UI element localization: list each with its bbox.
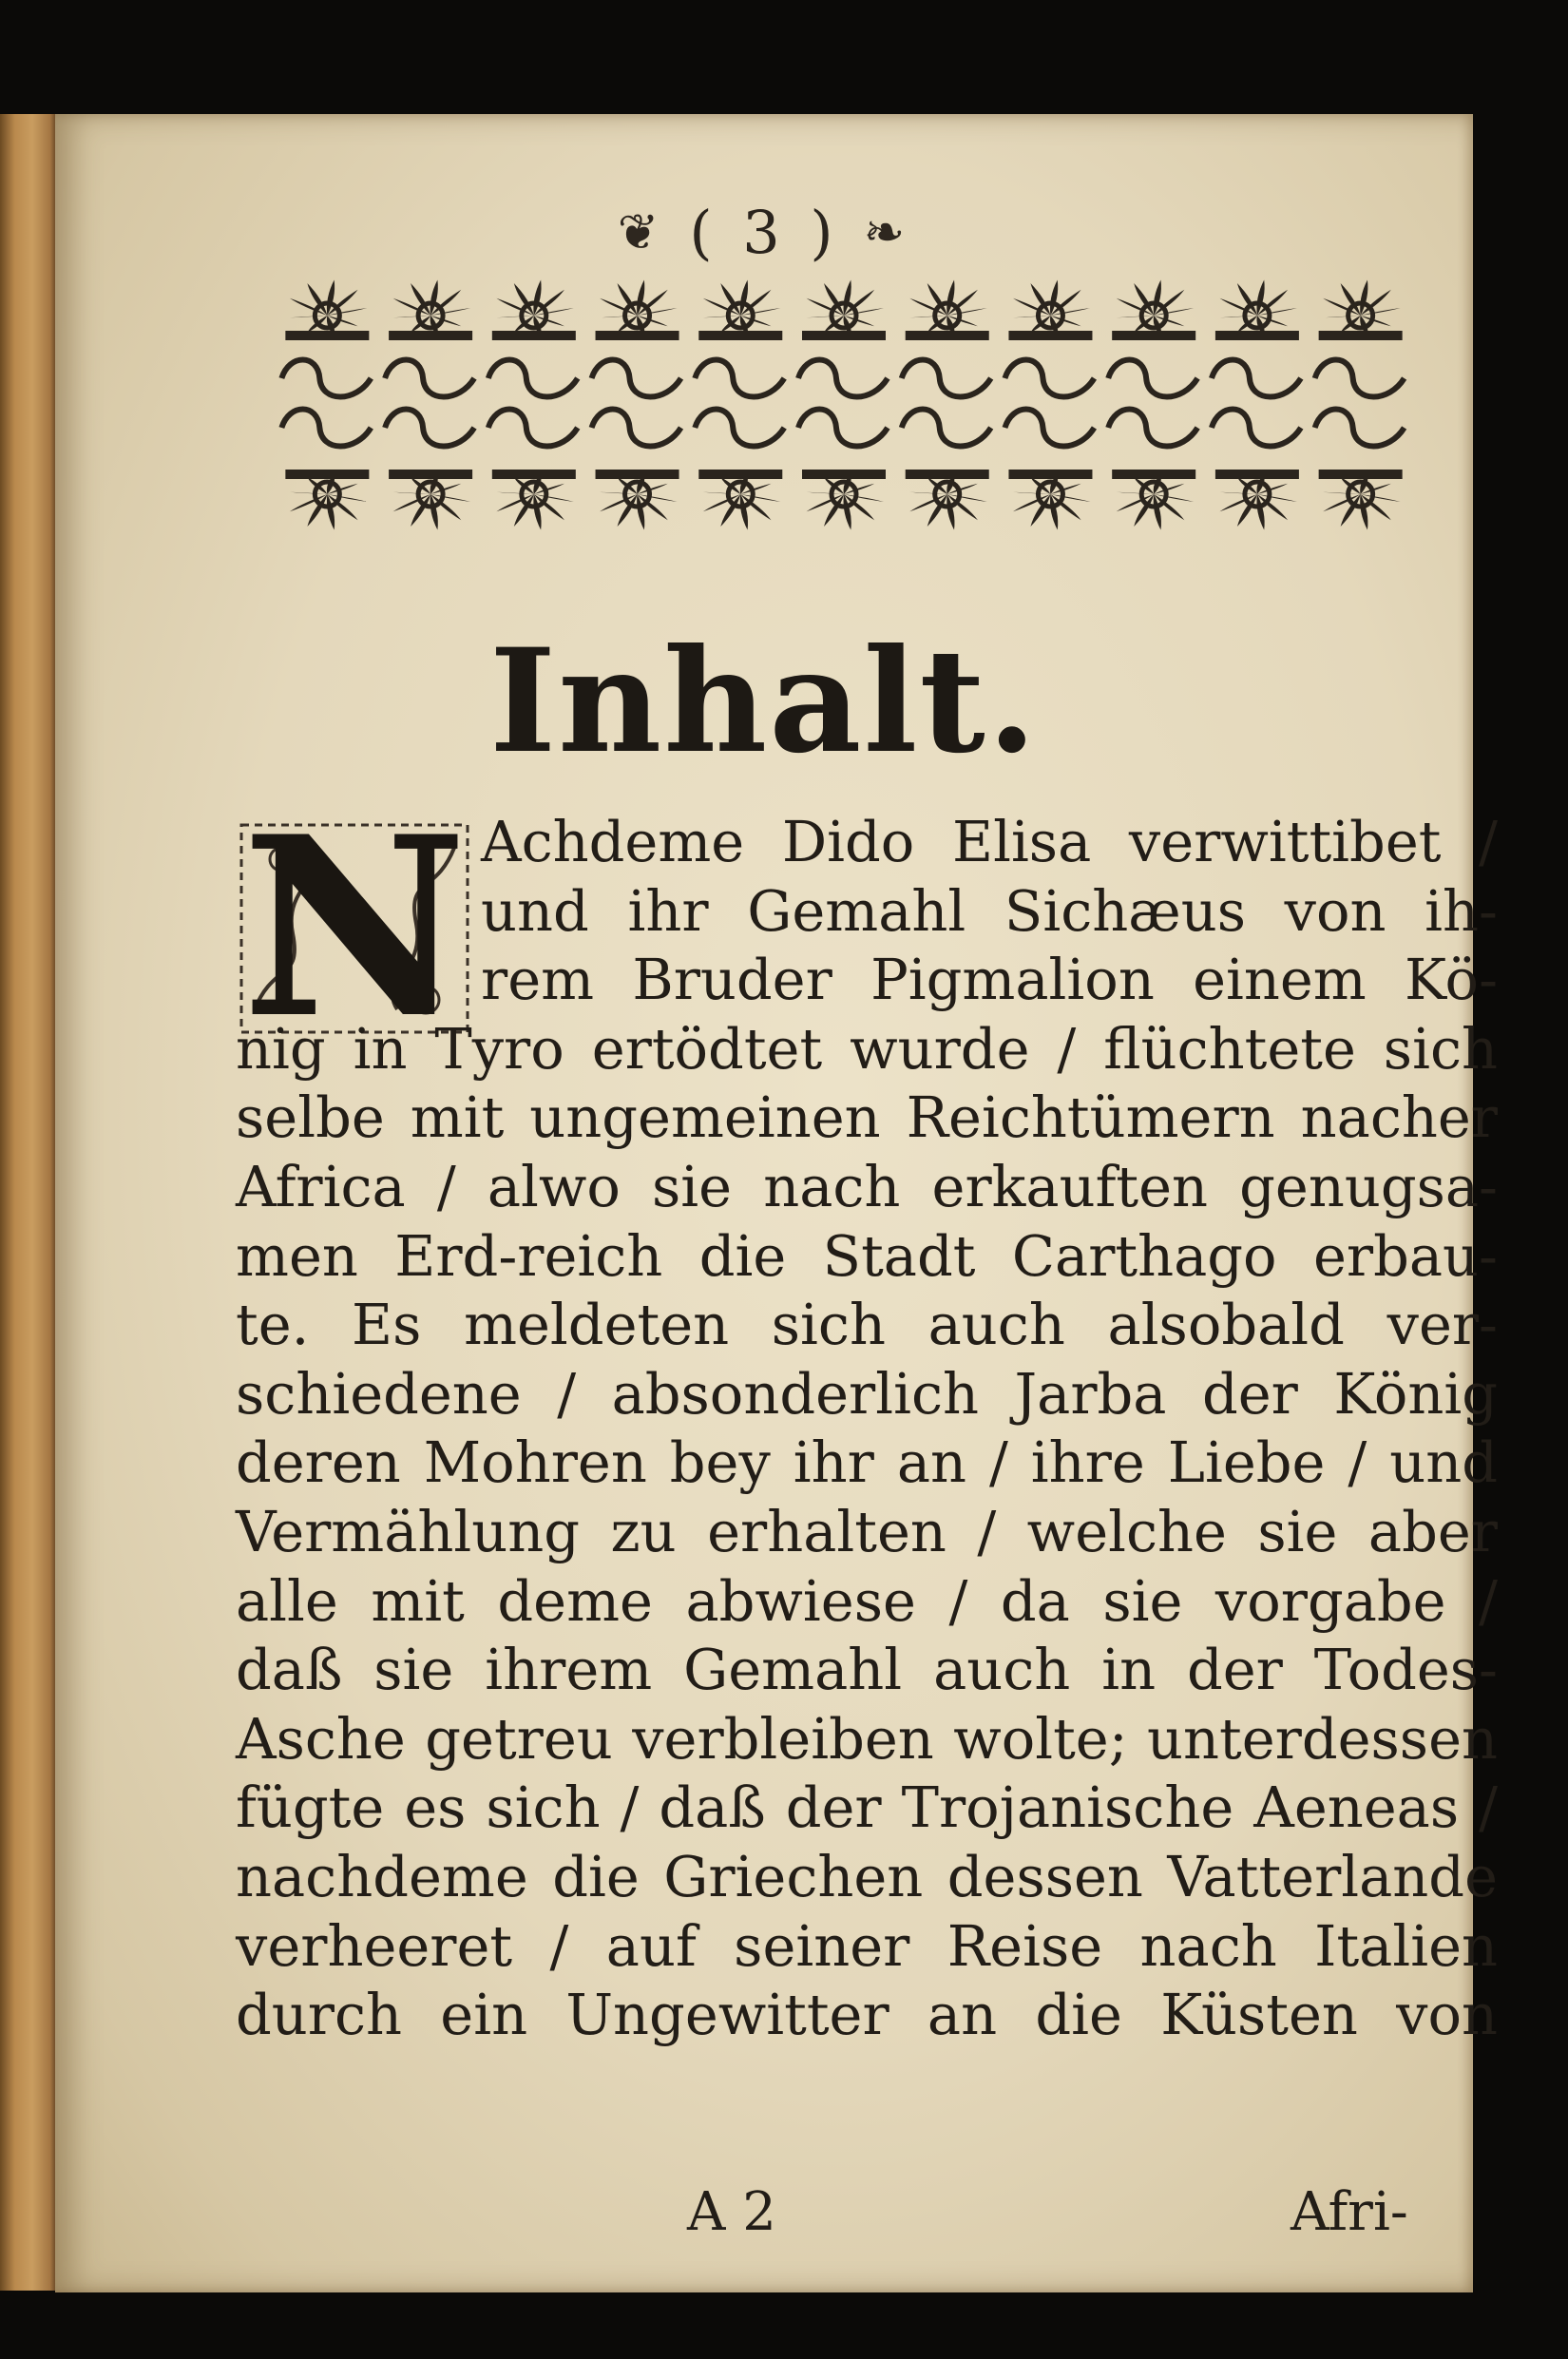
ornament-scroll-icon — [1108, 410, 1197, 447]
text-line: schiedene / absonderlich Jarba der König — [236, 1360, 1498, 1427]
ornament-scroll-icon — [695, 410, 784, 447]
ornament-scroll-icon — [488, 360, 578, 397]
text-line: Achdeme Dido Elisa verwittibet / — [481, 809, 1498, 874]
ornament-flower-icon — [1319, 279, 1403, 340]
ornament-scroll-icon — [798, 360, 888, 397]
ornament-scroll-icon — [385, 360, 474, 397]
catchword: Afri- — [1291, 2181, 1408, 2243]
signature-mark: A 2 — [687, 2181, 776, 2243]
ornament-flower-icon — [492, 470, 576, 530]
text-line: nig in Tyro ertödtet wurde / flüchtete sich — [236, 1015, 1498, 1082]
decorative-ornament-band — [276, 266, 1412, 542]
ornament-scroll-icon — [281, 360, 371, 397]
text-line: Asche getreu verbleiben wolte; unterdessen — [236, 1705, 1498, 1772]
ornament-flower-icon — [1319, 470, 1403, 530]
text-line: deren Mohren bey ihr an / ihre Liebe / und — [236, 1429, 1498, 1496]
page-footer — [55, 2181, 1473, 2257]
ornament-scroll-icon — [1315, 410, 1405, 447]
ornament-flower-icon — [802, 279, 886, 340]
ornament-flower-icon — [802, 470, 886, 530]
text-line: fügte es sich / daß der Trojanische Aeneas / — [236, 1774, 1498, 1841]
ornament-flower-icon — [906, 279, 989, 340]
ornament-flower-icon — [698, 470, 782, 530]
ornament-flower-icon — [1112, 279, 1195, 340]
left-flourish-icon: ❦ — [617, 203, 665, 261]
ornament-scroll-icon — [1108, 360, 1197, 397]
ornament-flower-icon — [1215, 279, 1299, 340]
ornament-scroll-icon — [798, 410, 888, 447]
text-line: alle mit deme abwiese / da sie vorgabe / — [236, 1567, 1498, 1634]
ornament-scroll-icon — [281, 410, 371, 447]
ornament-scroll-icon — [1212, 410, 1301, 447]
text-line: men Erd-reich die Stadt Carthago erbau- — [236, 1222, 1498, 1289]
ornament-scroll-icon — [592, 360, 681, 397]
text-line: nachdeme die Griechen dessen Vatterlande — [236, 1843, 1498, 1909]
ornament-flower-icon — [1215, 470, 1299, 530]
body-text — [236, 783, 1498, 2050]
ornament-scroll-icon — [1315, 360, 1405, 397]
ornament-flower-icon — [285, 470, 369, 530]
ornament-flower-icon — [1008, 279, 1092, 340]
ornament-flower-icon — [906, 470, 989, 530]
drop-cap: N — [241, 783, 468, 1073]
text-line: te. Es meldeten sich auch alsobald ver- — [236, 1292, 1498, 1358]
ornament-scroll-icon — [1004, 360, 1094, 397]
page-number: ( 3 ) — [689, 198, 839, 267]
ornament-flower-icon — [389, 470, 472, 530]
ornament-scroll-icon — [488, 410, 578, 447]
text-line: und ihr Gemahl Sichæus von ih- — [481, 877, 1498, 944]
ornament-scroll-icon — [695, 360, 784, 397]
ornament-scroll-icon — [902, 410, 991, 447]
text-line: verheeret / auf seiner Reise nach Italien — [236, 1912, 1498, 1979]
ornament-flower-icon — [698, 279, 782, 340]
book-spine-edge — [0, 114, 59, 2291]
text-line: daß sie ihrem Gemahl auch in der Todes- — [236, 1637, 1498, 1703]
page-header — [55, 198, 1473, 267]
ornament-flower-icon — [1008, 470, 1092, 530]
ornament-flower-icon — [596, 279, 679, 340]
ornament-flower-icon — [389, 279, 472, 340]
right-flourish-icon: ❧ — [863, 203, 911, 261]
ornament-scroll-icon — [1004, 410, 1094, 447]
ornament-scroll-icon — [385, 410, 474, 447]
text-line: selbe mit ungemeinen Reichtümern nacher — [236, 1084, 1498, 1151]
text-line: rem Bruder Pigmalion einem Kö- — [481, 947, 1498, 1013]
ornament-scroll-icon — [592, 410, 681, 447]
ornament-flower-icon — [285, 279, 369, 340]
text-line: Vermählung zu erhalten / welche sie aber — [236, 1498, 1498, 1564]
ornament-scroll-icon — [902, 360, 991, 397]
text-line: durch ein Ungewitter an die Küsten von — [236, 1982, 1498, 2048]
book-page — [55, 114, 1498, 2292]
ornament-flower-icon — [492, 279, 576, 340]
ornament-flower-icon — [596, 470, 679, 530]
ornament-flower-icon — [1112, 470, 1195, 530]
section-heading: Inhalt. — [489, 618, 1039, 785]
text-line: Africa / alwo sie nach erkauften genugsa- — [236, 1153, 1498, 1219]
ornament-scroll-icon — [1212, 360, 1301, 397]
